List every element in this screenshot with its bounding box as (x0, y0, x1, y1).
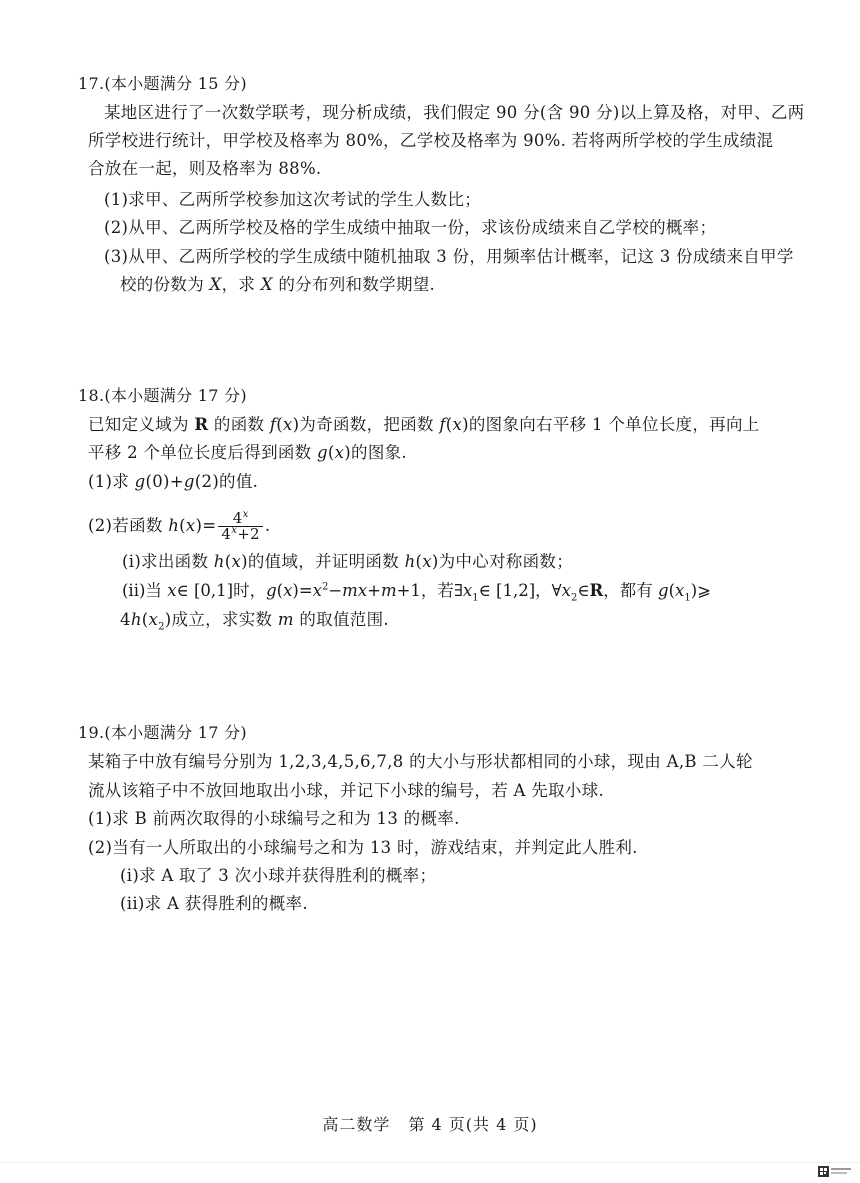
q18-stem-line1: 已知定义域为 R 的函数 f(x)为奇函数，把函数 f(x)的图象向右平移 1 个单位长度，再向上 (88, 415, 760, 434)
q19-part2: (2)当有一人所取出的小球编号之和为 13 时，游戏结束，并判定此人胜利. (88, 838, 638, 857)
page-footer (0, 1112, 860, 1135)
q18-part2-i: (i)求出函数 h(x)的值域，并证明函数 h(x)为中心对称函数； (122, 552, 574, 571)
q19-heading: 19.(本小题满分 17 分) (78, 723, 247, 742)
q17-part2: (2)从甲、乙两所学校及格的学生成绩中抽取一份，求该份成绩来自乙学校的概率； (104, 218, 717, 237)
q18-stem-line2: 平移 2 个单位长度后得到函数 g(x)的图象. (88, 443, 407, 462)
q17-part3-line1: (3)从甲、乙两所学校的学生成绩中随机抽取 3 份，用频率估计概率，记这 3 份成绩来自甲学 (104, 247, 794, 266)
q17-stem-line3: 合放在一起，则及格率为 88%. (88, 159, 322, 178)
q18-part2-ii-line1: (ii)当 x∈ [0,1]时，$g(x)=x^2-mx+m+1$，若$\exists x_1\in$ [1,2]，$\forall x_2\in R$，都有 $g(x_1)⩾$ (122, 581, 711, 604)
bottom-divider (0, 1162, 860, 1163)
q17-part3-line2: 校的份数为 X，求 X 的分布列和数学期望. (120, 275, 436, 294)
q18-part2: (2)若函数 h(x)= $\frac{4^x}{4^x+2}$ . (88, 509, 271, 543)
q19-part2-i: (i)求 A 取了 3 次小球并获得胜利的概率； (120, 866, 437, 885)
q19-part2-ii: (ii)求 A 获得胜利的概率. (120, 894, 308, 913)
q18-heading: 18.(本小题满分 17 分) (78, 386, 247, 405)
qr-logo-icon (818, 1166, 852, 1178)
q19-stem-line1: 某箱子中放有编号分别为 1,2,3,4,5,6,7,8 的大小与形状都相同的小球，现由 A,B 二人轮 (88, 752, 753, 771)
q17-heading: 17.(本小题满分 15 分) (78, 74, 247, 93)
q18-part2-ii-line2: $4h(x_2)$成立，求实数 m 的取值范围. (120, 610, 389, 633)
q19-part1: (1)求 B 前两次取得的小球编号之和为 13 的概率. (88, 809, 460, 828)
q19-stem-line2: 流从该箱子中不放回地取出小球，并记下小球的编号，若 A 先取小球. (88, 781, 605, 800)
q17-stem-line2: 所学校进行统计，甲学校及格率为 80%，乙学校及格率为 90%. 若将两所学校的学生成绩混 (88, 131, 774, 150)
footer-page-number: 第 4 页(共 4 页) (408, 1115, 538, 1134)
q18-part1: (1)求 g(0)+g(2)的值. (88, 472, 259, 491)
q17-stem-line1: 某地区进行了一次数学联考，现分析成绩，我们假定 90 分(含 90 分)以上算及格，对甲、乙两 (104, 103, 805, 122)
h-fraction: $\frac{4^x}{4^x+2}$ (218, 511, 263, 542)
q17-part1: (1)求甲、乙两所学校参加这次考试的学生人数比； (104, 190, 482, 209)
footer-subject: 高二数学 (322, 1115, 391, 1134)
